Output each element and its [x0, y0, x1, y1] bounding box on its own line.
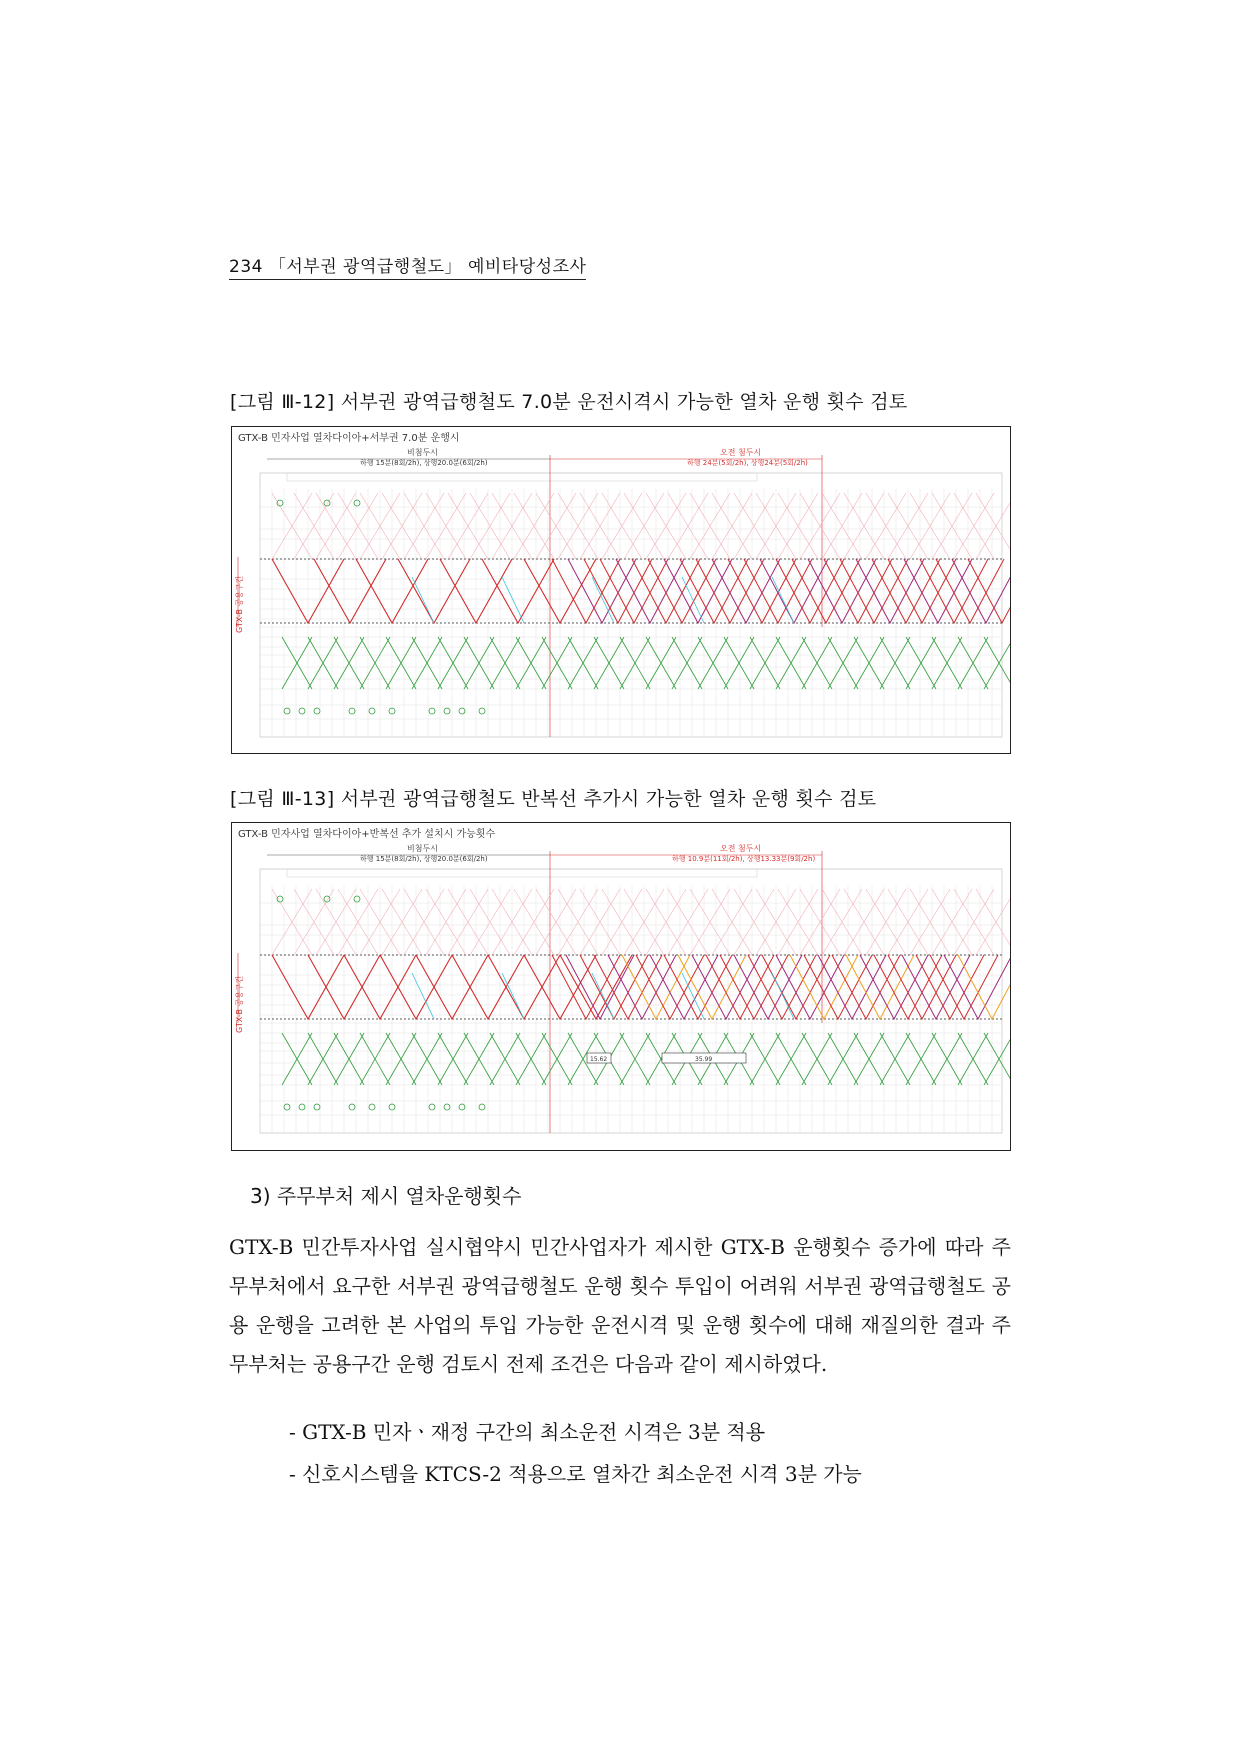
depot-marker — [284, 1104, 290, 1110]
depot-marker — [314, 708, 320, 714]
train-path — [692, 955, 760, 1019]
train-path — [904, 559, 972, 623]
train-path — [760, 559, 828, 623]
period-left-label-1: 비첨두시 — [407, 448, 438, 457]
depot-marker — [444, 1104, 450, 1110]
period-left-detail-1: 하행 15분(8회/2h), 상행20.0분(6회/2h) — [360, 459, 488, 467]
train-paths-2 — [272, 889, 1010, 1110]
depot-marker — [479, 1104, 485, 1110]
train-diagram-1 — [232, 427, 1010, 753]
body-paragraph: GTX-B 민간투자사업 실시협약시 민간사업자가 제시한 GTX-B 운행횟수 증가에 따라 주무부처에서 요구한 서부권 광역급행철도 운행 횟수 투입이 어려워 서부권 광역급행철도 공용 운행을 고려한 본 사업의 투입 가능한 운전시격 및 운행 횟수에 대해 재질의한 결과 주무부처는 공용구간 운행 검토시 전제 조건은 다음과 같이 제시하였다. — [229, 1235, 1011, 1376]
depot-marker — [444, 708, 450, 714]
train-path — [648, 559, 716, 623]
period-left-detail-2: 하행 15분(8회/2h), 상행20.0분(6회/2h) — [360, 855, 488, 863]
train-path-lower — [984, 637, 1010, 689]
depot-marker — [429, 708, 435, 714]
train-path — [584, 559, 652, 623]
train-path — [888, 955, 956, 1019]
train-path-accent — [592, 973, 614, 1019]
train-diagram-2 — [232, 823, 1010, 1150]
train-path — [734, 955, 802, 1019]
plot-frame — [260, 473, 1002, 737]
legend-box — [287, 869, 757, 877]
train-path — [840, 559, 908, 623]
depot-marker — [369, 708, 375, 714]
period-right-label-1: 오전 첨두시 — [720, 448, 762, 457]
train-path — [650, 955, 718, 1019]
train-path — [776, 955, 844, 1019]
period-left-label-2: 비첨두시 — [407, 844, 438, 853]
bullet-item-2: - 신호시스템을 KTCS-2 적용으로 열차간 최소운전 시격 3분 가능 — [289, 1462, 862, 1486]
depot-marker — [354, 896, 360, 902]
plot-frame — [260, 869, 1002, 1133]
depot-marker — [284, 708, 290, 714]
train-path — [680, 559, 748, 623]
annotation-a: 15.62 — [590, 1056, 608, 1063]
train-path — [888, 559, 956, 623]
train-path-upper — [976, 889, 1010, 955]
train-path — [792, 559, 860, 623]
train-path — [678, 955, 746, 1019]
period-right-label-2: 오전 첨두시 — [720, 844, 762, 853]
legend-box — [287, 473, 757, 481]
section-heading: 3) 주무부처 제시 열차운행횟수 — [250, 1184, 522, 1208]
depot-marker — [479, 708, 485, 714]
train-diagram-figure-2 — [231, 822, 1011, 1151]
train-path — [616, 559, 684, 623]
train-path — [824, 559, 892, 623]
depot-marker — [299, 708, 305, 714]
train-path — [762, 955, 830, 1019]
train-path — [832, 955, 900, 1019]
train-path-accent — [772, 973, 794, 1019]
train-path-accent — [412, 577, 434, 623]
train-path — [776, 559, 844, 623]
train-path — [856, 559, 924, 623]
train-path — [936, 559, 1004, 623]
train-path-upper — [976, 493, 1010, 559]
train-path — [314, 559, 386, 623]
train-path — [872, 559, 940, 623]
train-path-upper — [976, 493, 1010, 559]
train-path — [818, 955, 886, 1019]
train-path — [482, 559, 554, 623]
figure-caption-2: [그림 Ⅲ-13] 서부권 광역급행철도 반복선 추가시 가능한 열차 운행 횟수 검토 — [230, 788, 877, 810]
train-path — [804, 955, 872, 1019]
figure-caption-1: [그림 Ⅲ-12] 서부권 광역급행철도 7.0분 운전시격시 가능한 열차 운행 횟수 검토 — [230, 391, 908, 413]
train-path — [748, 955, 816, 1019]
period-right-detail-1: 하행 24분(5회/2h), 상행24분(5회/2h) — [687, 459, 808, 467]
train-path-accent — [502, 973, 524, 1019]
train-path — [398, 559, 470, 623]
grid-2 — [238, 851, 1002, 1133]
bullet-item-1: - GTX-B 민자ㆍ재정 구간의 최소운전 시격은 3분 적용 — [289, 1420, 766, 1444]
train-path — [712, 559, 780, 623]
train-path-lower — [984, 1033, 1010, 1085]
train-diagram-figure-1 — [231, 426, 1011, 754]
train-path — [594, 955, 662, 1019]
depot-marker — [299, 1104, 305, 1110]
train-path — [720, 955, 788, 1019]
train-path — [920, 559, 988, 623]
train-path-lower — [984, 1033, 1010, 1085]
train-path — [902, 955, 970, 1019]
figure-inner-title-1: GTX-B 민자사업 열차다이아+서부권 7.0분 운행시 — [238, 433, 460, 444]
train-path-lower — [984, 637, 1010, 689]
train-path — [664, 559, 732, 623]
train-path — [808, 559, 876, 623]
train-path — [566, 955, 634, 1019]
depot-marker — [349, 1104, 355, 1110]
train-path — [930, 955, 998, 1019]
train-path — [632, 559, 700, 623]
train-path — [664, 955, 732, 1019]
page-header: 234 「서부권 광역급행철도」 예비타당성조사 — [229, 252, 586, 280]
figure-inner-title-2: GTX-B 민자사업 열차다이아+반복선 추가 설치시 가능횟수 — [238, 829, 496, 840]
train-path — [952, 559, 1010, 623]
train-path — [600, 559, 668, 623]
train-path-accent — [412, 973, 434, 1019]
depot-marker — [369, 1104, 375, 1110]
side-label-1: GTX-B 공용구간 — [235, 575, 244, 633]
train-path — [696, 559, 764, 623]
side-label-2: GTX-B 공용구간 — [235, 975, 244, 1033]
period-right-detail-2: 하행 10.9분(11회/2h), 상행13.33분(9회/2h) — [672, 855, 816, 863]
train-paths-1 — [272, 493, 1010, 714]
train-path-upper — [976, 889, 1010, 955]
train-path — [608, 955, 676, 1019]
train-path — [916, 955, 984, 1019]
train-path-accent — [592, 577, 614, 623]
train-path — [860, 955, 928, 1019]
train-path — [728, 559, 796, 623]
depot-marker — [349, 708, 355, 714]
depot-marker — [354, 500, 360, 506]
train-path — [846, 955, 914, 1019]
annotation-b: 35.99 — [695, 1056, 713, 1063]
depot-marker — [429, 1104, 435, 1110]
train-path — [944, 955, 1010, 1019]
depot-marker — [314, 1104, 320, 1110]
train-path — [968, 559, 1010, 623]
train-path — [744, 559, 812, 623]
train-path — [636, 955, 704, 1019]
